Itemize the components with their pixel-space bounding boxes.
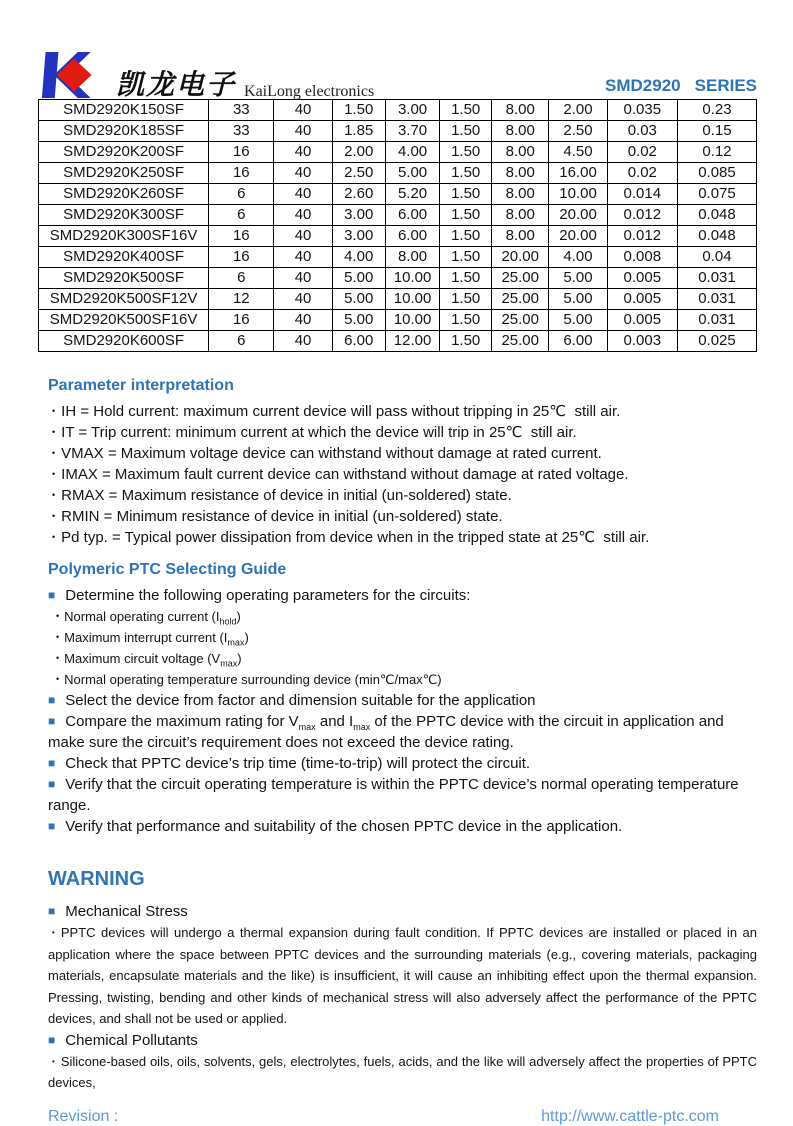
table-cell: 4.00 (385, 142, 440, 163)
table-cell: 6.00 (385, 226, 440, 247)
table-cell: 0.15 (677, 121, 756, 142)
table-cell: 10.00 (549, 184, 607, 205)
table-cell: 12 (209, 289, 274, 310)
table-row (39, 100, 757, 121)
table-cell: 2.00 (332, 142, 385, 163)
square-bullet-icon: ■ (48, 714, 56, 728)
table-cell: 0.048 (677, 205, 756, 226)
dot-bullet-icon: • (56, 674, 60, 684)
table-cell: 5.00 (332, 289, 385, 310)
warning-list (38, 901, 761, 1094)
table-cell: 0.014 (607, 184, 677, 205)
parameter-item-text: VMAX = Maximum voltage device can withstand without damage at rated current. (61, 445, 602, 462)
parameter-item (48, 422, 757, 443)
guide-item (52, 627, 757, 648)
table-cell: 40 (274, 310, 332, 331)
table-cell: 8.00 (492, 205, 549, 226)
table-cell: 5.00 (385, 163, 440, 184)
table-cell: 25.00 (492, 331, 549, 352)
table-cell: 10.00 (385, 310, 440, 331)
guide-item-text: Maximum circuit voltage $(V_{max})$ (64, 651, 242, 669)
selecting-guide-section (38, 561, 757, 837)
dot-bullet-icon: • (52, 532, 56, 542)
table-cell: 8.00 (492, 184, 549, 205)
table-row (39, 205, 757, 226)
table-cell: 25.00 (492, 310, 549, 331)
table-cell: 40 (274, 289, 332, 310)
selecting-guide-list (38, 585, 757, 837)
table-cell: SMD2920K400SF (39, 247, 209, 268)
table-cell: 1.50 (440, 247, 492, 268)
table-cell: 4.50 (549, 142, 607, 163)
section-title-parameter-interpretation: Parameter interpretation (48, 377, 234, 394)
table-cell: SMD2920K300SF (39, 205, 209, 226)
parameter-item (48, 506, 757, 527)
table-cell: 33 (209, 100, 274, 121)
table-cell: 1.50 (440, 100, 492, 121)
square-bullet-icon: ■ (48, 588, 56, 602)
table-cell: 6 (209, 205, 274, 226)
dot-bullet-icon: • (52, 490, 56, 500)
table-cell: 6.00 (332, 331, 385, 352)
table-cell: 1.50 (440, 331, 492, 352)
dot-bullet-icon: • (52, 406, 56, 416)
dot-bullet-icon: • (56, 632, 60, 642)
table-cell: 1.85 (332, 121, 385, 142)
table-row (39, 331, 757, 352)
guide-item (52, 669, 757, 690)
table-row (39, 247, 757, 268)
dot-bullet-icon: • (52, 511, 56, 521)
table-cell: 5.00 (549, 289, 607, 310)
table-cell: 40 (274, 226, 332, 247)
table-cell: 0.048 (677, 226, 756, 247)
table-cell: 8.00 (492, 100, 549, 121)
warning-item-text: Chemical Pollutants (65, 1031, 198, 1049)
table-cell: 0.025 (677, 331, 756, 352)
guide-item-text: Normal operating current $(I_{hold})$ (64, 609, 241, 627)
section-title-selecting-guide: Polymeric PTC Selecting Guide (48, 561, 287, 578)
table-cell: 0.23 (677, 100, 756, 121)
table-cell: 6.00 (549, 331, 607, 352)
table-cell: SMD2920K500SF16V (39, 310, 209, 331)
table-cell: 0.008 (607, 247, 677, 268)
parameter-item-text: IH = Hold current: maximum current device will pass without tripping in 25℃ still air. (61, 403, 621, 420)
table-cell: 12.00 (385, 331, 440, 352)
guide-item (52, 606, 757, 627)
dot-bullet-icon: • (52, 1056, 55, 1066)
table-cell: 40 (274, 205, 332, 226)
guide-item (48, 816, 757, 837)
table-cell: 0.031 (677, 268, 756, 289)
kailong-logo-icon (38, 52, 112, 98)
table-cell: 8.00 (492, 226, 549, 247)
guide-item (48, 774, 757, 816)
table-cell: 5.00 (332, 268, 385, 289)
warning-section (38, 868, 761, 1094)
table-cell: 16 (209, 226, 274, 247)
warning-item (48, 1051, 761, 1094)
table-cell: 16 (209, 163, 274, 184)
guide-item-text: Maximum interrupt current $(I_{max})$ (64, 630, 249, 648)
parameter-item-text: IMAX = Maximum fault current device can withstand without damage at rated voltage. (61, 466, 629, 483)
table-cell: 16 (209, 247, 274, 268)
table-cell: 40 (274, 142, 332, 163)
table-row (39, 121, 757, 142)
table-cell: 2.50 (332, 163, 385, 184)
guide-item-text: Compare the maximum rating for $V_{max}$ and $I_{max}$ of the PPTC device with the circuit in application and make sure the circuit’s requirement does not exceed the device rating. (48, 713, 728, 751)
square-bullet-icon: ■ (48, 777, 56, 791)
table-cell: 33 (209, 121, 274, 142)
table-cell: 1.50 (440, 142, 492, 163)
parameter-interpretation-section (38, 377, 757, 548)
table-row (39, 268, 757, 289)
parameter-item (48, 485, 757, 506)
table-cell: 2.60 (332, 184, 385, 205)
table-cell: 1.50 (440, 205, 492, 226)
table-cell: 16 (209, 310, 274, 331)
table-cell: SMD2920K500SF12V (39, 289, 209, 310)
warning-item (48, 1030, 757, 1051)
table-cell: 2.00 (549, 100, 607, 121)
table-cell: 1.50 (440, 121, 492, 142)
dot-bullet-icon: • (52, 469, 56, 479)
guide-item (52, 648, 757, 669)
square-bullet-icon: ■ (48, 1032, 56, 1047)
table-cell: 40 (274, 247, 332, 268)
revision-label: Revision : (48, 1107, 119, 1125)
page-header (38, 52, 757, 101)
table-cell: SMD2920K250SF (39, 163, 209, 184)
table-cell: 0.005 (607, 268, 677, 289)
dot-bullet-icon: • (52, 928, 55, 937)
dot-bullet-icon: • (56, 611, 60, 621)
table-cell: 6 (209, 184, 274, 205)
table-cell: 40 (274, 268, 332, 289)
table-cell: 25.00 (492, 268, 549, 289)
table-cell: 8.00 (492, 121, 549, 142)
table-cell: 3.00 (385, 100, 440, 121)
guide-item (48, 585, 757, 606)
table-cell: SMD2920K185SF (39, 121, 209, 142)
guide-item (48, 690, 757, 711)
table-cell: 0.005 (607, 289, 677, 310)
table-row (39, 142, 757, 163)
table-cell: SMD2920K150SF (39, 100, 209, 121)
table-cell: 1.50 (440, 163, 492, 184)
guide-item (48, 753, 757, 774)
table-cell: 3.00 (332, 205, 385, 226)
table-cell: 0.04 (677, 247, 756, 268)
table-cell: SMD2920K260SF (39, 184, 209, 205)
table-cell: 6 (209, 331, 274, 352)
table-cell: 0.005 (607, 310, 677, 331)
parameter-item-text: Pd typ. = Typical power dissipation from device when in the tripped state at 25℃ still air. (61, 529, 650, 546)
page-footer (38, 1108, 757, 1126)
table-cell: 1.50 (440, 289, 492, 310)
table-row (39, 226, 757, 247)
table-cell: 0.012 (607, 226, 677, 247)
table-cell: 5.00 (332, 310, 385, 331)
table-cell: 4.00 (549, 247, 607, 268)
table-cell: 0.012 (607, 205, 677, 226)
square-bullet-icon: ■ (48, 904, 56, 918)
table-cell: 1.50 (440, 310, 492, 331)
table-cell: 0.12 (677, 142, 756, 163)
table-cell: 40 (274, 331, 332, 352)
table-cell: 20.00 (549, 226, 607, 247)
table-row (39, 310, 757, 331)
parameter-item (48, 443, 757, 464)
guide-item-text: Determine the following operating parameters for the circuits: (65, 587, 471, 604)
table-cell: 0.075 (677, 184, 756, 205)
dot-bullet-icon: • (56, 653, 60, 663)
parameter-item-text: RMAX = Maximum resistance of device in initial (un-soldered) state. (61, 487, 512, 504)
table-cell: 0.031 (677, 289, 756, 310)
table-cell: SMD2920K500SF (39, 268, 209, 289)
square-bullet-icon: ■ (48, 756, 56, 770)
table-cell: 0.02 (607, 163, 677, 184)
guide-item-text: Check that PPTC device’s trip time (time-to-trip) will protect the circuit. (65, 755, 531, 772)
parameter-item (48, 527, 757, 548)
table-cell: 3.70 (385, 121, 440, 142)
parameter-item (48, 401, 757, 422)
table-cell: 16.00 (549, 163, 607, 184)
parameter-list (38, 401, 757, 548)
table-cell: 20.00 (492, 247, 549, 268)
parameter-item-text: RMIN = Minimum resistance of device in initial (un-soldered) state. (61, 508, 503, 525)
table-cell: 10.00 (385, 289, 440, 310)
table-cell: 8.00 (385, 247, 440, 268)
table-cell: SMD2920K200SF (39, 142, 209, 163)
square-bullet-icon: ■ (48, 693, 56, 707)
table-cell: 40 (274, 184, 332, 205)
logo-cjk-text: 凯龙电子 (116, 70, 237, 101)
table-cell: 1.50 (440, 184, 492, 205)
logo-latin-text: KaiLong electronics (244, 83, 375, 100)
website-link[interactable]: http://www.cattle-ptc.com (541, 1107, 719, 1125)
warning-item-text: Mechanical Stress (65, 903, 188, 920)
parameter-item-text: IT = Trip current: minimum current at which the device will trip in 25℃ still air. (61, 424, 577, 441)
table-cell: 2.50 (549, 121, 607, 142)
section-title-warning: WARNING (48, 868, 145, 890)
table-cell: 8.00 (492, 163, 549, 184)
table-cell: 20.00 (549, 205, 607, 226)
table-cell: 0.031 (677, 310, 756, 331)
dot-bullet-icon: • (52, 448, 56, 458)
table-cell: 1.50 (332, 100, 385, 121)
table-cell: SMD2920K600SF (39, 331, 209, 352)
table-cell: 5.00 (549, 268, 607, 289)
table-cell: 0.03 (607, 121, 677, 142)
warning-item (48, 922, 761, 1030)
table-cell: 40 (274, 100, 332, 121)
table-row (39, 163, 757, 184)
square-bullet-icon: ■ (48, 819, 56, 833)
table-cell: 25.00 (492, 289, 549, 310)
table-cell: 6.00 (385, 205, 440, 226)
table-cell: 8.00 (492, 142, 549, 163)
table-cell: 40 (274, 163, 332, 184)
table-row (39, 184, 757, 205)
guide-item-text: Verify that performance and suitability of the chosen PPTC device in the application. (65, 818, 623, 835)
table-cell: SMD2920K300SF16V (39, 226, 209, 247)
table-cell: 0.003 (607, 331, 677, 352)
table-cell: 0.035 (607, 100, 677, 121)
parameter-item (48, 464, 757, 485)
table-cell: 1.50 (440, 268, 492, 289)
table-cell: 0.02 (607, 142, 677, 163)
table-cell: 10.00 (385, 268, 440, 289)
series-title: SMD2920 SERIES (605, 76, 757, 95)
table-cell: 1.50 (440, 226, 492, 247)
table-cell: 5.20 (385, 184, 440, 205)
table-cell: 4.00 (332, 247, 385, 268)
warning-item (48, 901, 757, 922)
guide-item-text: Select the device from factor and dimension suitable for the application (65, 692, 536, 709)
table-cell: 6 (209, 268, 274, 289)
dot-bullet-icon: • (52, 427, 56, 437)
table-cell: 5.00 (549, 310, 607, 331)
ratings-table (38, 99, 757, 352)
table-cell: 40 (274, 121, 332, 142)
table-row (39, 289, 757, 310)
table-cell: 0.085 (677, 163, 756, 184)
guide-item-text: Normal operating temperature surrounding device (min℃/max℃) (64, 672, 442, 687)
guide-item-text: Verify that the circuit operating temperature is within the PPTC device’s normal operating temperature range. (48, 776, 743, 814)
warning-item-text: PPTC devices will undergo a thermal expansion during fault condition. If PPTC devices are installed or placed in an application where the space between PPTC devices and the surrounding materials (e.g., covering materials, packaging materials, encapsulate materials and the like) is insufficient, it will cause an inhibiting effect upon the thermal expansion. Pressing, twisting, bending and other kinds of mechanical stress will also adversely affect the performance of the PPTC devices, and shall not be used or applied. (48, 925, 761, 1026)
table-cell: 3.00 (332, 226, 385, 247)
guide-item (48, 711, 757, 753)
warning-item-text: Silicone-based oils, oils, solvents, gels, electrolytes, fuels, acids, and the like will adversely affect the properties of PPTC devices, (48, 1053, 761, 1090)
table-cell: 16 (209, 142, 274, 163)
